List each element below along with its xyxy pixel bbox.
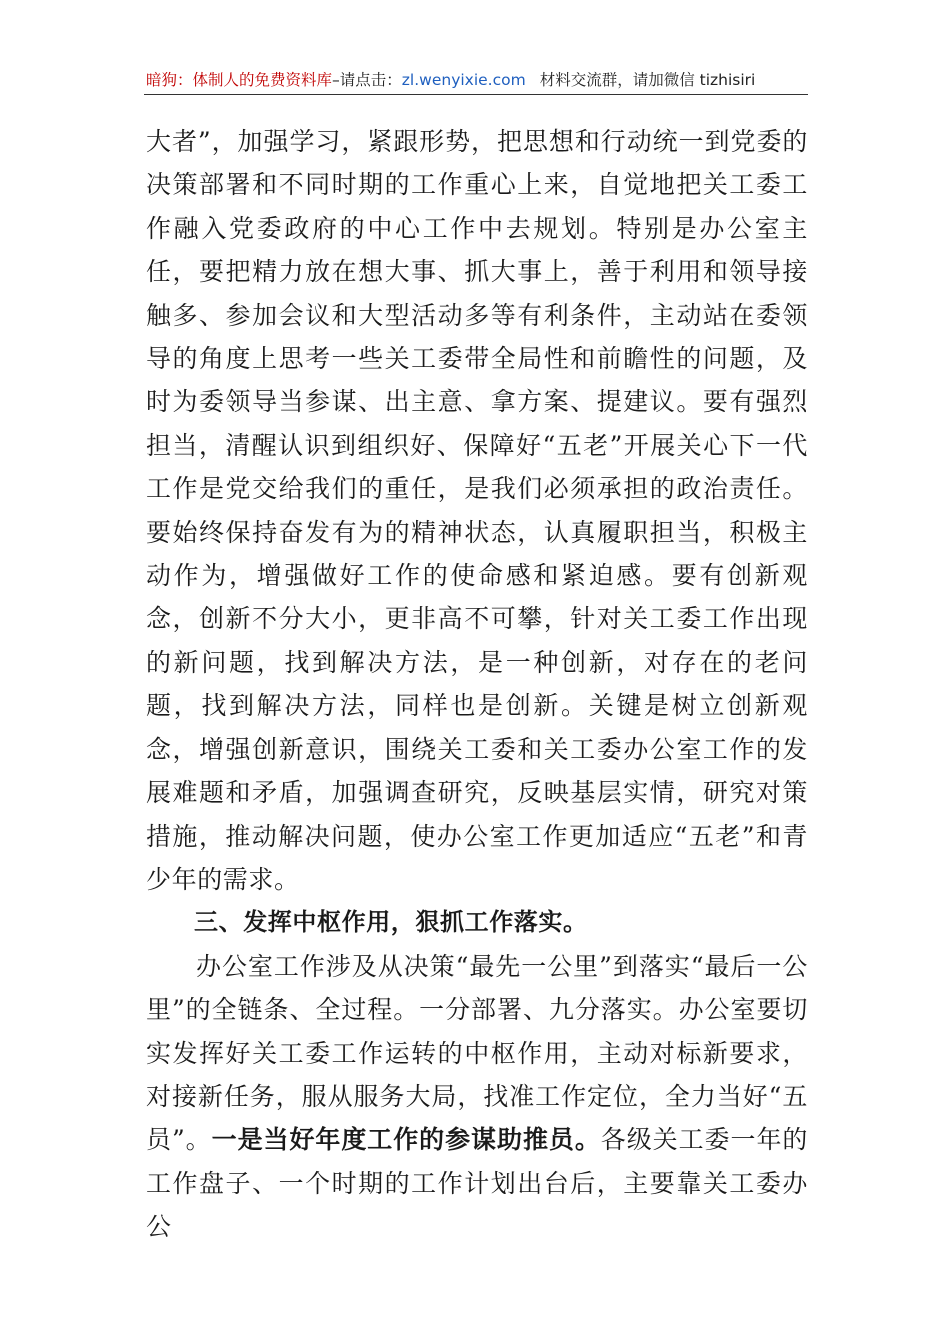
header-brand: 暗狗：体制人的免费资料库 bbox=[146, 71, 333, 89]
paragraph-text: 各级关工委一年的工作盘子、一个时期的工作计划出台后，主要靠关工委办公 bbox=[146, 1125, 808, 1242]
section-heading: 三、发挥中枢作用，狠抓工作落实。 bbox=[194, 908, 588, 937]
document-body bbox=[146, 120, 808, 1249]
header-prompt: –请点击： bbox=[332, 71, 402, 89]
body-paragraph: 大者”，加强学习，紧跟形势，把思想和行动统一到党委的决策部署和不同时期的工作重心上来，自觉地把关工委工作融入党委政府的中心工作中去规划。特别是办公室主任，要把精力放在想大事、抓大事上，善于利用和领导接触多、参加会议和大型活动多等有利条件，主动站在委领导的角度上思考一些关工委带全局性和前瞻性的问题，及时为委领导当参谋、出主意、拿方案、提建议。要有强烈担当，清醒认识到组织好、保障好“五老”开展关心下一代工作是党交给我们的重任，是我们必须承担的政治责任。要始终保持奋发有为的精神状态，认真履职担当，积极主动作为，增强做好工作的使命感和紧迫感。要有创新观念，创新不分大小，更非高不可攀，针对关工委工作出现的新问题，找到解决方法，是一种创新，对存在的老问题，找到解决方法，同样也是创新。关键是树立创新观念，增强创新意识，围绕关工委和关工委办公室工作的发展难题和矛盾，加强调查研究，反映基层实情，研究对策措施，推动解决问题，使办公室工作更加适应“五老”和青少年的需求。 bbox=[146, 127, 808, 894]
page-header bbox=[146, 66, 808, 94]
bold-lead-phrase: 一是当好年度工作的参谋助推员。 bbox=[211, 1125, 601, 1155]
header-group-info: 材料交流群，请加微信 tizhisiri bbox=[539, 71, 756, 89]
paragraph-text: 办公室工作涉及从决策“最先一公里”到落实“最后一公里”的全链条、全过程。一分部署、九分落实。办公室要切实发挥好关工委工作运转的中枢作用，主动对标新要求，对接新任务，服从服务大局，找准工作定位，全力当好“五员”。 bbox=[146, 951, 808, 1155]
header-url-link[interactable]: zl.wenyixie.com bbox=[401, 71, 526, 89]
body-paragraph bbox=[146, 945, 808, 1249]
header-divider bbox=[144, 94, 808, 95]
